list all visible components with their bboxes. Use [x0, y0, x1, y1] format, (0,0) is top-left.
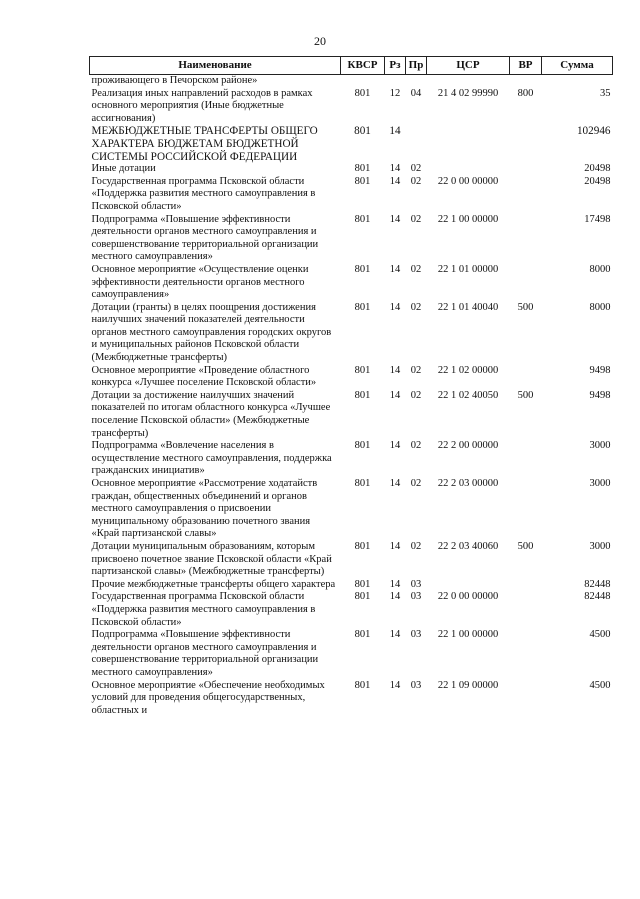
cell-name: Государственная программа Псковской области «Поддержка развития местного самоуправления в Псковской области»: [91, 175, 316, 212]
cell-rz: 14: [389, 629, 401, 641]
cell-csr: 21 4 02 99990: [437, 87, 499, 99]
cell-pr: 02: [410, 364, 422, 376]
cell-name: МЕЖБЮДЖЕТНЫЕ ТРАНСФЕРТЫ ОБЩЕГО ХАРАКТЕРА БЮДЖЕТАМ БЮДЖЕТНОЙ СИСТЕМЫ РОССИЙСКОЙ ФЕДЕРАЦИИ: [91, 125, 318, 163]
cell-csr: [427, 75, 510, 88]
header-vr: ВР: [510, 57, 542, 75]
cell-name: Дотации муниципальным образованиям, которым присвоено почетное звание Псковской области «Край партизанской славы» (Межбюджетные трансферты): [91, 540, 332, 578]
cell-vr: [510, 176, 542, 214]
cell-sum: 8000: [589, 301, 611, 313]
cell-pr: [406, 75, 427, 88]
cell-sum: 20498: [584, 175, 611, 187]
cell-rz: 14: [389, 163, 401, 175]
cell-rz: 14: [389, 364, 401, 376]
cell-csr: [427, 163, 510, 176]
table-header-row: [90, 57, 613, 75]
cell-kvsr: 801: [354, 163, 371, 175]
cell-name: Подпрограмма «Вовлечение населения в осуществление местного самоуправления, поддержка гражданских инициатив»: [91, 440, 332, 477]
cell-csr: 22 1 00 00000: [437, 629, 499, 641]
cell-kvsr: 801: [354, 478, 371, 489]
cell-rz: 14: [389, 389, 401, 401]
cell-kvsr: 801: [354, 364, 371, 376]
cell-pr: [406, 125, 427, 163]
cell-vr: [510, 591, 542, 629]
cell-pr: 03: [410, 591, 422, 603]
cell-name: проживающего в Печорском районе»: [91, 75, 258, 86]
cell-sum: 4500: [589, 679, 611, 691]
cell-kvsr: 801: [354, 175, 371, 187]
cell-csr: 22 0 00 00000: [437, 591, 499, 603]
table-row: [90, 214, 613, 264]
cell-sum: 82448: [584, 578, 611, 590]
cell-sum: 3000: [589, 478, 611, 489]
cell-vr: [510, 365, 542, 390]
cell-csr: 22 1 00 00000: [437, 213, 499, 225]
cell-kvsr: 801: [354, 629, 371, 641]
cell-sum: 17498: [584, 213, 611, 225]
cell-rz: 14: [389, 679, 401, 691]
cell-rz: 14: [389, 478, 401, 489]
budget-table: [89, 56, 613, 717]
cell-sum: 9498: [589, 389, 611, 401]
cell-kvsr: 801: [354, 679, 371, 691]
cell-sum: [542, 75, 613, 88]
cell-rz: 14: [389, 578, 401, 590]
cell-kvsr: 801: [354, 301, 371, 313]
table-row: [90, 478, 613, 541]
cell-rz: 14: [389, 175, 401, 187]
cell-rz: 14: [389, 301, 401, 313]
cell-name: Основное мероприятие «Проведение областного конкурса «Лучшее поселение Псковской области»: [91, 364, 317, 389]
cell-sum: 9498: [589, 364, 611, 376]
cell-kvsr: 801: [354, 591, 371, 603]
cell-pr: 02: [410, 263, 422, 275]
cell-pr: 03: [410, 578, 422, 590]
table-row: [90, 629, 613, 679]
cell-vr: [510, 579, 542, 592]
cell-rz: 12: [389, 87, 401, 99]
cell-name: Подпрограмма «Повышение эффективности деятельности органов местного самоуправления и совершенствование территориальной организации местного самоуправления»: [91, 629, 319, 678]
header-pr: Пр: [406, 57, 427, 75]
cell-name: Подпрограмма «Повышение эффективности деятельности органов местного самоуправления и совершенствование территориальной организации местного самоуправления»: [91, 213, 319, 263]
cell-csr: [427, 125, 510, 163]
cell-csr: 22 2 00 00000: [437, 440, 499, 452]
table-row: [90, 680, 613, 718]
cell-rz: 14: [389, 263, 401, 275]
cell-rz: 14: [389, 540, 401, 552]
cell-vr: 500: [517, 301, 534, 313]
cell-pr: 04: [410, 87, 422, 99]
cell-kvsr: 801: [354, 440, 371, 452]
cell-kvsr: 801: [354, 263, 371, 275]
cell-vr: 500: [517, 540, 534, 552]
cell-csr: 22 1 01 00000: [437, 263, 499, 275]
cell-name: Прочие межбюджетные трансферты общего характера: [91, 578, 336, 590]
cell-sum: 82448: [584, 591, 611, 603]
cell-csr: 22 2 03 00000: [437, 478, 499, 489]
table-row: [90, 579, 613, 592]
table-row: [90, 176, 613, 214]
header-name: Наименование: [90, 57, 341, 75]
table-row: [90, 541, 613, 579]
cell-vr: 800: [517, 87, 534, 99]
cell-rz: 14: [389, 591, 401, 603]
cell-pr: 03: [410, 629, 422, 641]
table-row: [90, 163, 613, 176]
table-row: [90, 365, 613, 390]
cell-rz: 14: [389, 440, 401, 452]
cell-name: Дотации за достижение наилучших значений показателей по итогам областного конкурса «Лучшее поселение Псковской области» (Межбюджетные трансферты): [91, 389, 331, 439]
cell-name: Дотации (гранты) в целях поощрения достижения наилучших значений показателей деятельности органов местного самоуправления городских округов и муниципальных районов Псковской области (Межбюджетные трансферты): [91, 301, 332, 364]
cell-name: Реализация иных направлений расходов в рамках основного мероприятия (Иные бюджетные ассигнования): [91, 87, 313, 124]
header-kvsr: КВСР: [341, 57, 385, 75]
cell-pr: 02: [410, 163, 422, 175]
cell-vr: 500: [517, 389, 534, 401]
cell-vr: [510, 680, 542, 718]
cell-name: Государственная программа Псковской области «Поддержка развития местного самоуправления в Псковской области»: [91, 591, 316, 628]
cell-name: Основное мероприятие «Обеспечение необходимых условий для проведения общегосударственных, областных и: [91, 679, 325, 716]
cell-vr: [510, 440, 542, 478]
cell-csr: 22 1 02 40050: [437, 389, 499, 401]
table-row: [90, 264, 613, 302]
header-rz: Рз: [385, 57, 406, 75]
cell-pr: 02: [410, 389, 422, 401]
cell-kvsr: 801: [354, 389, 371, 401]
cell-rz: 14: [389, 125, 401, 138]
table-row: [90, 302, 613, 365]
cell-pr: 02: [410, 213, 422, 225]
cell-name: Основное мероприятие «Осуществление оценки эффективности деятельности органов местного самоуправления»: [91, 263, 309, 301]
cell-csr: [427, 579, 510, 592]
cell-sum: 8000: [589, 263, 611, 275]
table-row: [90, 440, 613, 478]
table-row: [90, 390, 613, 440]
cell-sum: 3000: [589, 440, 611, 452]
cell-pr: 03: [410, 679, 422, 691]
cell-name: Основное мероприятие «Рассмотрение ходатайств граждан, общественных объединений и органов местного самоуправления о присвоении муниципальному образованию почетного звания «Край партизанской славы»: [91, 478, 318, 540]
cell-vr: [510, 75, 542, 88]
cell-pr: 02: [410, 478, 422, 489]
table-row: [90, 125, 613, 163]
header-csr: ЦСР: [427, 57, 510, 75]
cell-rz: [385, 75, 406, 88]
cell-name: Иные дотации: [91, 163, 156, 175]
table-row: [90, 591, 613, 629]
cell-pr: 02: [410, 440, 422, 452]
cell-vr: [510, 163, 542, 176]
cell-pr: 02: [410, 175, 422, 187]
cell-csr: 22 0 00 00000: [437, 175, 499, 187]
cell-pr: 02: [410, 540, 422, 552]
header-sum: Сумма: [542, 57, 613, 75]
cell-kvsr: 801: [354, 578, 371, 590]
cell-csr: 22 1 02 00000: [437, 364, 499, 376]
cell-vr: [510, 214, 542, 264]
table-row: [90, 88, 613, 126]
table-row: [90, 75, 613, 88]
cell-kvsr: 801: [354, 125, 371, 138]
page-number: 20: [314, 34, 326, 48]
cell-vr: [510, 478, 542, 541]
cell-vr: [510, 264, 542, 302]
cell-sum: 4500: [589, 629, 611, 641]
cell-rz: 14: [389, 213, 401, 225]
cell-pr: 02: [410, 301, 422, 313]
cell-kvsr: [341, 75, 385, 88]
cell-sum: 102946: [576, 125, 611, 138]
cell-vr: [510, 629, 542, 679]
cell-sum: 3000: [589, 540, 611, 552]
cell-csr: 22 2 03 40060: [437, 540, 499, 552]
cell-sum: 20498: [584, 163, 611, 175]
cell-vr: [510, 125, 542, 163]
cell-csr: 22 1 09 00000: [437, 679, 499, 691]
table-body: [90, 75, 613, 718]
cell-sum: 35: [600, 87, 611, 99]
cell-kvsr: 801: [354, 87, 371, 99]
cell-csr: 22 1 01 40040: [437, 301, 499, 313]
cell-kvsr: 801: [354, 540, 371, 552]
cell-kvsr: 801: [354, 213, 371, 225]
